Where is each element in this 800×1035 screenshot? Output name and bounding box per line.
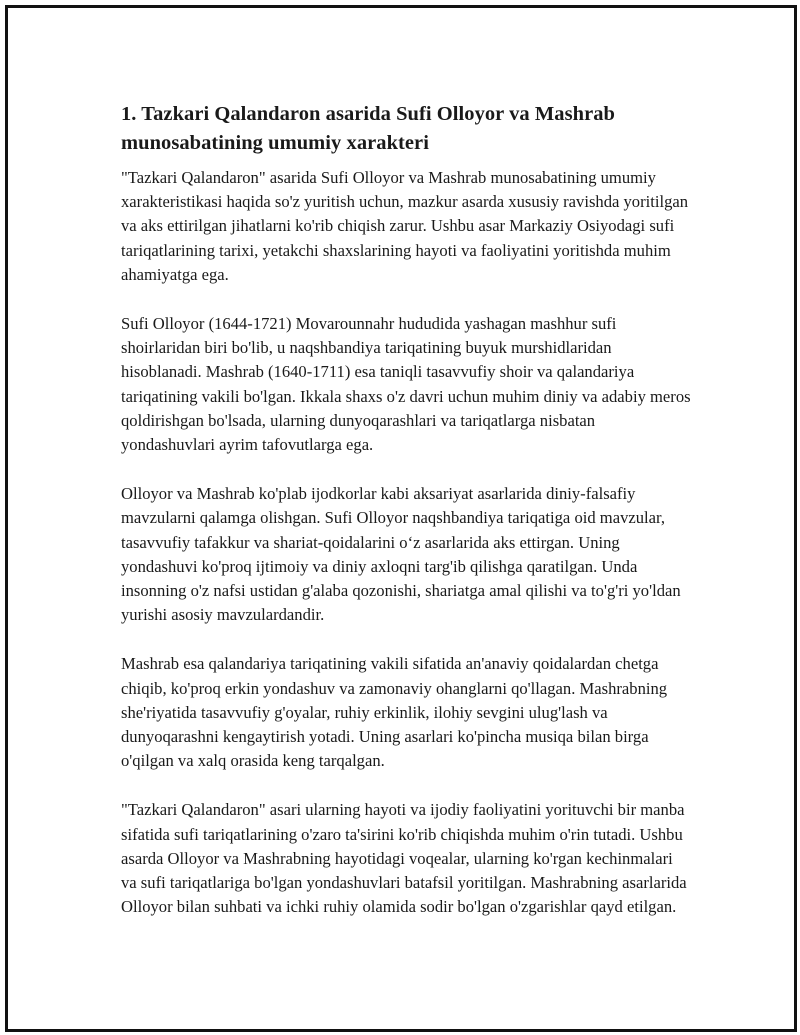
paragraph-2: Sufi Olloyor (1644-1721) Movarounnahr hududida yashagan mashhur sufi shoirlaridan biri bo'lib, u naqshbandiya tariqatining buyuk murshidlaridan hisoblanadi. Mashrab (1640-1711) esa taniqli tasavvufiy shoir va qalandariya tariqatining vakili bo'lgan. Ikkala shaxs o'z davri uchun muhim diniy va adabiy meros qoldirishgan bo'lsada, ularning dunyoqarashlari va tariqatlarga nisbatan yondashuvlari ayrim tafovutlarga ega. — [121, 314, 691, 455]
paragraph-5: "Tazkari Qalandaron" asari ularning hayoti va ijodiy faoliyatini yorituvchi bir manba sifatida sufi tariqatlarining o'zaro ta'sirini ko'rib chiqishda muhim o'rin tutadi. Ushbu asarda Olloyor va Mashrabning hayotidagi voqealar, ularning ko'rgan kechinmalari va sufi tariqatlariga bo'lgan yondashuvlari batafsil yoritilgan. Mashrabning asarlarida Olloyor bilan suhbati va ichki ruhiy olamida sodir bo'lgan o'zgarishlar qayd etilgan. — [121, 800, 687, 917]
paragraph-1: "Tazkari Qalandaron" asarida Sufi Olloyor va Mashrab munosabatining umumiy xarakteristikasi haqida so'z yuritish uchun, mazkur asarda xususiy ravishda yoritilgan va aks ettirilgan jihatlarni ko'rib chiqish zarur. Ushbu asar Markaziy Osiyodagi sufi tariqatlarining tarixi, yetakchi shaxslarining hayoti va faoliyatini yoritishda muhim ahamiyatga ega. — [121, 168, 689, 284]
page-frame — [5, 5, 797, 1032]
paragraph-3: Olloyor va Mashrab ko'plab ijodkorlar kabi aksariyat asarlarida diniy-falsafiy mavzularni qalamga olishgan. Sufi Olloyor naqshbandiya tariqatiga oid mavzular, tasavvufiy tafakkur va shariat-qoidalarini o‘z asarlarida aks ettirgan. Uning yondashuvi ko'proq ijtimoiy va diniy axloqni targ'ib qilishga qaratilgan. Unda insonning o'z nafsi ustidan g'alaba qozonishi, shariatga amal qilishi va to'g'ri yo'ldan yurishi asosiy mavzulardandir. — [121, 484, 681, 625]
document-body — [121, 100, 691, 944]
section-heading: 1. Tazkari Qalandaron asarida Sufi Olloyor va Mashrab munosabatining umumiy xarakteri — [121, 103, 615, 154]
paragraph-4: Mashrab esa qalandariya tariqatining vakili sifatida an'anaviy qoidalardan chetga chiqib, ko'proq erkin yondashuv va zamonaviy ohanglarni qo'llagan. Mashrabning she'riyatida tasavvufiy g'oyalar, ruhiy erkinlik, ilohiy sevgini ulug'lash va dunyoqarashni kengaytirish yotadi. Uning asarlari ko'pincha musiqa bilan birga o'qilgan va xalq orasida keng tarqalgan. — [121, 654, 668, 771]
